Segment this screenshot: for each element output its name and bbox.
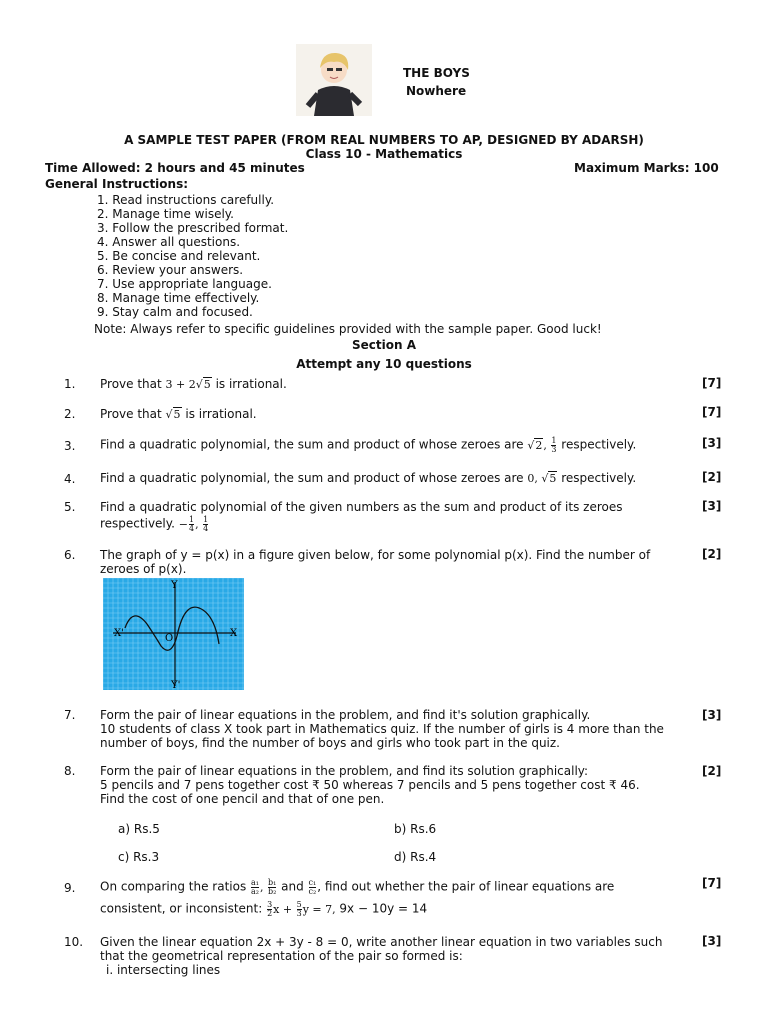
instruction-item: 2. Manage time wisely. bbox=[97, 207, 234, 221]
question-2: Prove that √5 is irrational. bbox=[100, 407, 257, 421]
option-a[interactable]: a) Rs.5 bbox=[118, 822, 160, 836]
polynomial-graph bbox=[103, 578, 244, 690]
question-number: 7. bbox=[64, 708, 76, 722]
question-3: Find a quadratic polynomial, the sum and product of whose zeroes are √2, $\frac{1}{3}$ respectively. bbox=[100, 436, 637, 454]
section-title: Section A bbox=[352, 338, 416, 352]
instruction-item: 5. Be concise and relevant. bbox=[97, 249, 261, 263]
section-subtitle: Attempt any 10 questions bbox=[296, 357, 472, 371]
question-number: 2. bbox=[64, 407, 76, 421]
question-number: 9. bbox=[64, 881, 76, 895]
logo-avatar bbox=[296, 44, 372, 116]
question-marks: [7] bbox=[702, 876, 722, 890]
option-d[interactable]: d) Rs.4 bbox=[394, 850, 437, 864]
question-marks: [3] bbox=[702, 499, 722, 513]
graph-svg bbox=[103, 578, 244, 690]
question-number: 3. bbox=[64, 439, 76, 453]
y-axis-label: Y bbox=[171, 580, 178, 591]
question-number: 5. bbox=[64, 500, 76, 514]
instruction-item: 9. Stay calm and focused. bbox=[97, 305, 253, 319]
question-number: 8. bbox=[64, 764, 76, 778]
question-marks: [3] bbox=[702, 708, 722, 722]
instruction-item: 3. Follow the prescribed format. bbox=[97, 221, 289, 235]
math-expression: $\frac{\text{a₁}}{\text{a₂}}$ , $\frac{\text{b₁}}{\text{b₂}}$ bbox=[251, 878, 277, 896]
question-number: 6. bbox=[64, 548, 76, 562]
question-marks: [3] bbox=[702, 934, 722, 948]
question-marks: [7] bbox=[702, 376, 722, 390]
math-expression: √2, $\frac{1}{3}$ bbox=[527, 436, 557, 454]
time-allowed: Time Allowed: 2 hours and 45 minutes bbox=[45, 161, 305, 175]
question-marks: [2] bbox=[702, 764, 722, 778]
question-1: Prove that 3 + 2√5 is irrational. bbox=[100, 377, 287, 391]
org-place: Nowhere bbox=[406, 84, 467, 98]
question-7: Form the pair of linear equations in the problem, and find it's solution graphically. 10 students of class X took part in Mathematics quiz. If the number of girls is 4 more than the number of boys, find the number of boys and girls who took part in the quiz. bbox=[100, 708, 664, 750]
question-number: 1. bbox=[64, 377, 76, 391]
math-expression: 0, √5 bbox=[527, 472, 557, 485]
instruction-item: 8. Manage time effectively. bbox=[97, 291, 260, 305]
instructions-list bbox=[97, 193, 288, 319]
class-line: Class 10 - Mathematics bbox=[305, 147, 463, 161]
max-marks: Maximum Marks: 100 bbox=[574, 161, 719, 175]
general-instructions-heading: General Instructions: bbox=[45, 177, 189, 191]
x-axis-left-label: X' bbox=[114, 628, 124, 639]
x-axis-label: X bbox=[230, 628, 238, 639]
question-marks: [3] bbox=[702, 436, 722, 450]
math-expression: √5 bbox=[165, 408, 181, 421]
math-expression: 3 + 2√5 bbox=[165, 378, 211, 391]
instruction-item: 7. Use appropriate language. bbox=[97, 277, 272, 291]
question-5: Find a quadratic polynomial of the given numbers as the sum and product of its zeroes respectively. − $\frac{1}{4}$ , $\frac{1}{4}$ bbox=[100, 500, 623, 533]
instruction-item: 1. Read instructions carefully. bbox=[97, 193, 275, 207]
question-6: The graph of y = p(x) in a figure given below, for some polynomial p(x). Find the number of zeroes of p(x). bbox=[100, 548, 651, 576]
instructions-note: Note: Always refer to specific guidelines provided with the sample paper. Good luck! bbox=[94, 322, 602, 336]
origin-label: O bbox=[165, 633, 174, 644]
org-name: THE BOYS bbox=[403, 66, 470, 80]
question-9: On comparing the ratios $\frac{\text{a₁}}{\text{a₂}}$ , $\frac{\text{b₁}}{\text{b₂}}$ and $\frac{\text{c₁}}{\text{c₂}}$ , find out whether the pair of linear equations are consistent, or inconsistent: $\frac{3}{2}$ x + $\frac{5}{3}$ y = 7, 9x − 10y = 14 bbox=[100, 878, 615, 918]
question-marks: [7] bbox=[702, 405, 722, 419]
y-axis-bottom-label: Y' bbox=[171, 680, 181, 690]
question-8: Form the pair of linear equations in the problem, and find its solution graphically: 5 pencils and 7 pens together cost ₹ 50 whereas 7 pencils and 5 pens together cost ₹ 46. Find the cost of one pencil and that of one pen. bbox=[100, 764, 640, 806]
question-number: 10. bbox=[64, 935, 84, 949]
paper-title: A SAMPLE TEST PAPER (FROM REAL NUMBERS TO AP, DESIGNED BY ADARSH) bbox=[124, 133, 644, 147]
instruction-item: 6. Review your answers. bbox=[97, 263, 244, 277]
question-4: Find a quadratic polynomial, the sum and product of whose zeroes are 0, √5 respectively. bbox=[100, 471, 637, 485]
question-marks: [2] bbox=[702, 547, 722, 561]
question-marks: [2] bbox=[702, 470, 722, 484]
question-10: Given the linear equation 2x + 3y - 8 = 0, write another linear equation in two variables such that the geometrical representation of the pair so formed is: i. intersecting lines bbox=[100, 935, 663, 977]
question-number: 4. bbox=[64, 472, 76, 486]
math-expression: $\frac{3}{2}$ x + $\frac{5}{3}$ y = 7, bbox=[267, 900, 336, 918]
math-expression: − $\frac{1}{4}$ , $\frac{1}{4}$ bbox=[178, 515, 209, 533]
instruction-item: 4. Answer all questions. bbox=[97, 235, 241, 249]
option-c[interactable]: c) Rs.3 bbox=[118, 850, 160, 864]
option-b[interactable]: b) Rs.6 bbox=[394, 822, 437, 836]
